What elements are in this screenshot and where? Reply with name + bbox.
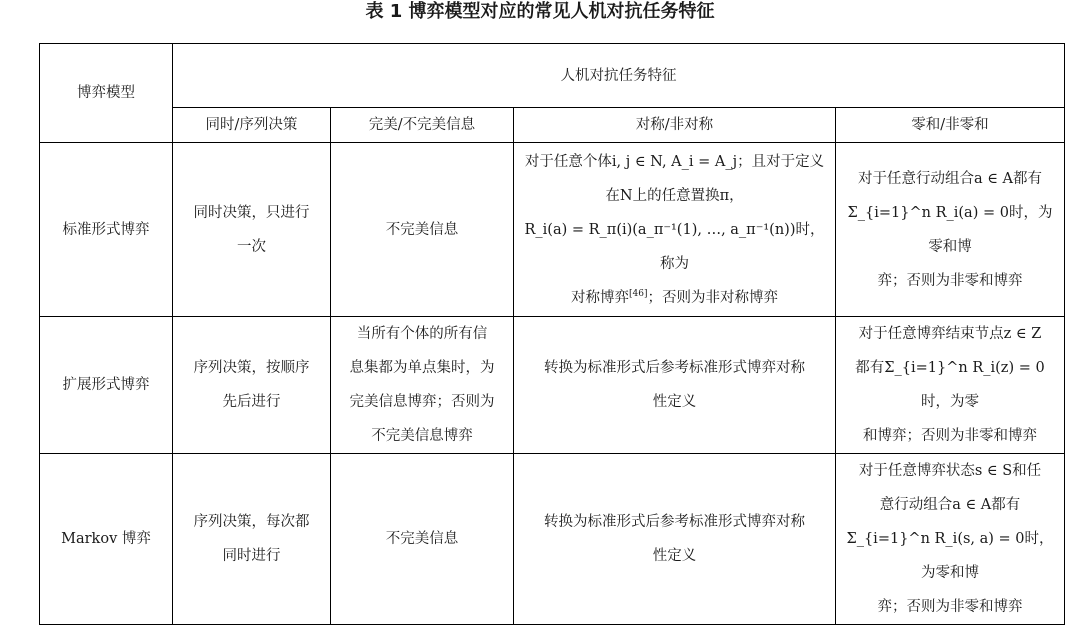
cell-line: 对于任意行动组合a ∈ A都有: [857, 170, 1043, 187]
cell-line: 弈；否则为非零和博弈: [877, 599, 1023, 615]
cell-line: 不完美信息博弈: [371, 428, 473, 444]
cell-line: 弈；否则为非零和博弈: [877, 272, 1023, 289]
cell-line: 不完美信息: [385, 221, 459, 238]
table-row: [40, 143, 1065, 317]
cell-line: 一次: [237, 238, 266, 255]
table-title: 表 1 博弈模型对应的常见人机对抗任务特征: [365, 1, 715, 22]
cell-line: R_i(a) = R_π(i)(a_π⁻¹(1), …, a_π⁻¹(n))时，称为: [524, 221, 825, 272]
citation: [46]: [629, 288, 648, 299]
row-symmetry: [514, 143, 836, 317]
row-zerosum: [836, 317, 1065, 454]
header-symmetry: 对称/非对称: [514, 108, 836, 143]
row-info: [331, 317, 514, 454]
row-model: Markov 博弈: [40, 454, 173, 625]
game-model-table: [39, 43, 1065, 625]
row-model: 扩展形式博弈: [40, 317, 173, 454]
row-symmetry: [514, 454, 836, 625]
cell-line: 转换为标准形式后参考标准形式博弈对称: [544, 514, 805, 530]
table-row: [40, 317, 1065, 454]
cell-line: 对于任意博弈状态s ∈ S和任: [858, 463, 1042, 479]
cell-line: 对于任意个体i, j ∈ N, A_i = A_j；且对于定义: [524, 153, 825, 170]
cell-line: 序列决策，每次都: [193, 514, 310, 530]
cell-line: 性定义: [652, 394, 697, 410]
cell-line: 性定义: [652, 548, 697, 564]
header-decision: 同时/序列决策: [173, 108, 331, 143]
row-info: [331, 143, 514, 317]
cell-line: 同时进行: [222, 548, 281, 564]
header-model: 博弈模型: [40, 44, 173, 143]
cell-line: 完美信息博弈；否则为: [349, 394, 495, 410]
cell-line: 当所有个体的所有信: [356, 326, 488, 342]
header-zerosum: 零和/非零和: [836, 108, 1065, 143]
cell-line: [522, 281, 827, 315]
cell-line: 转换为标准形式后参考标准形式博弈对称: [544, 360, 805, 376]
cell-line: 在N上的任意置换π，: [605, 187, 744, 204]
table-row: [40, 454, 1065, 625]
cell-line: Σ_{i=1}^n R_i(a) = 0时，为零和博: [847, 204, 1053, 255]
cell-line: 都有Σ_{i=1}^n R_i(z) = 0时，为零: [855, 360, 1045, 410]
text: ；否则为非对称博弈: [647, 289, 778, 306]
row-decision: [173, 143, 331, 317]
cell-line: 和博弈；否则为非零和博弈: [863, 428, 1037, 444]
cell-line: 同时决策，只进行: [193, 204, 310, 221]
header-info: 完美/不完美信息: [331, 108, 514, 143]
row-zerosum: [836, 143, 1065, 317]
cell-line: 意行动组合a ∈ A都有: [879, 497, 1021, 513]
row-model: 标准形式博弈: [40, 143, 173, 317]
cell-line: Σ_{i=1}^n R_i(s, a) = 0时，为零和博: [846, 531, 1054, 581]
cell-line: 不完美信息: [385, 531, 459, 547]
text: 对称博弈: [571, 289, 629, 306]
cell-line: 息集都为单点集时，为: [349, 360, 495, 376]
row-decision: [173, 454, 331, 625]
cell-line: 对于任意博弈结束节点z ∈ Z: [858, 326, 1042, 342]
row-symmetry: [514, 317, 836, 454]
header-group: 人机对抗任务特征: [173, 44, 1065, 108]
row-info: [331, 454, 514, 625]
cell-line: 序列决策，按顺序: [193, 360, 310, 376]
row-decision: [173, 317, 331, 454]
cell-line: 先后进行: [222, 394, 281, 410]
row-zerosum: [836, 454, 1065, 625]
